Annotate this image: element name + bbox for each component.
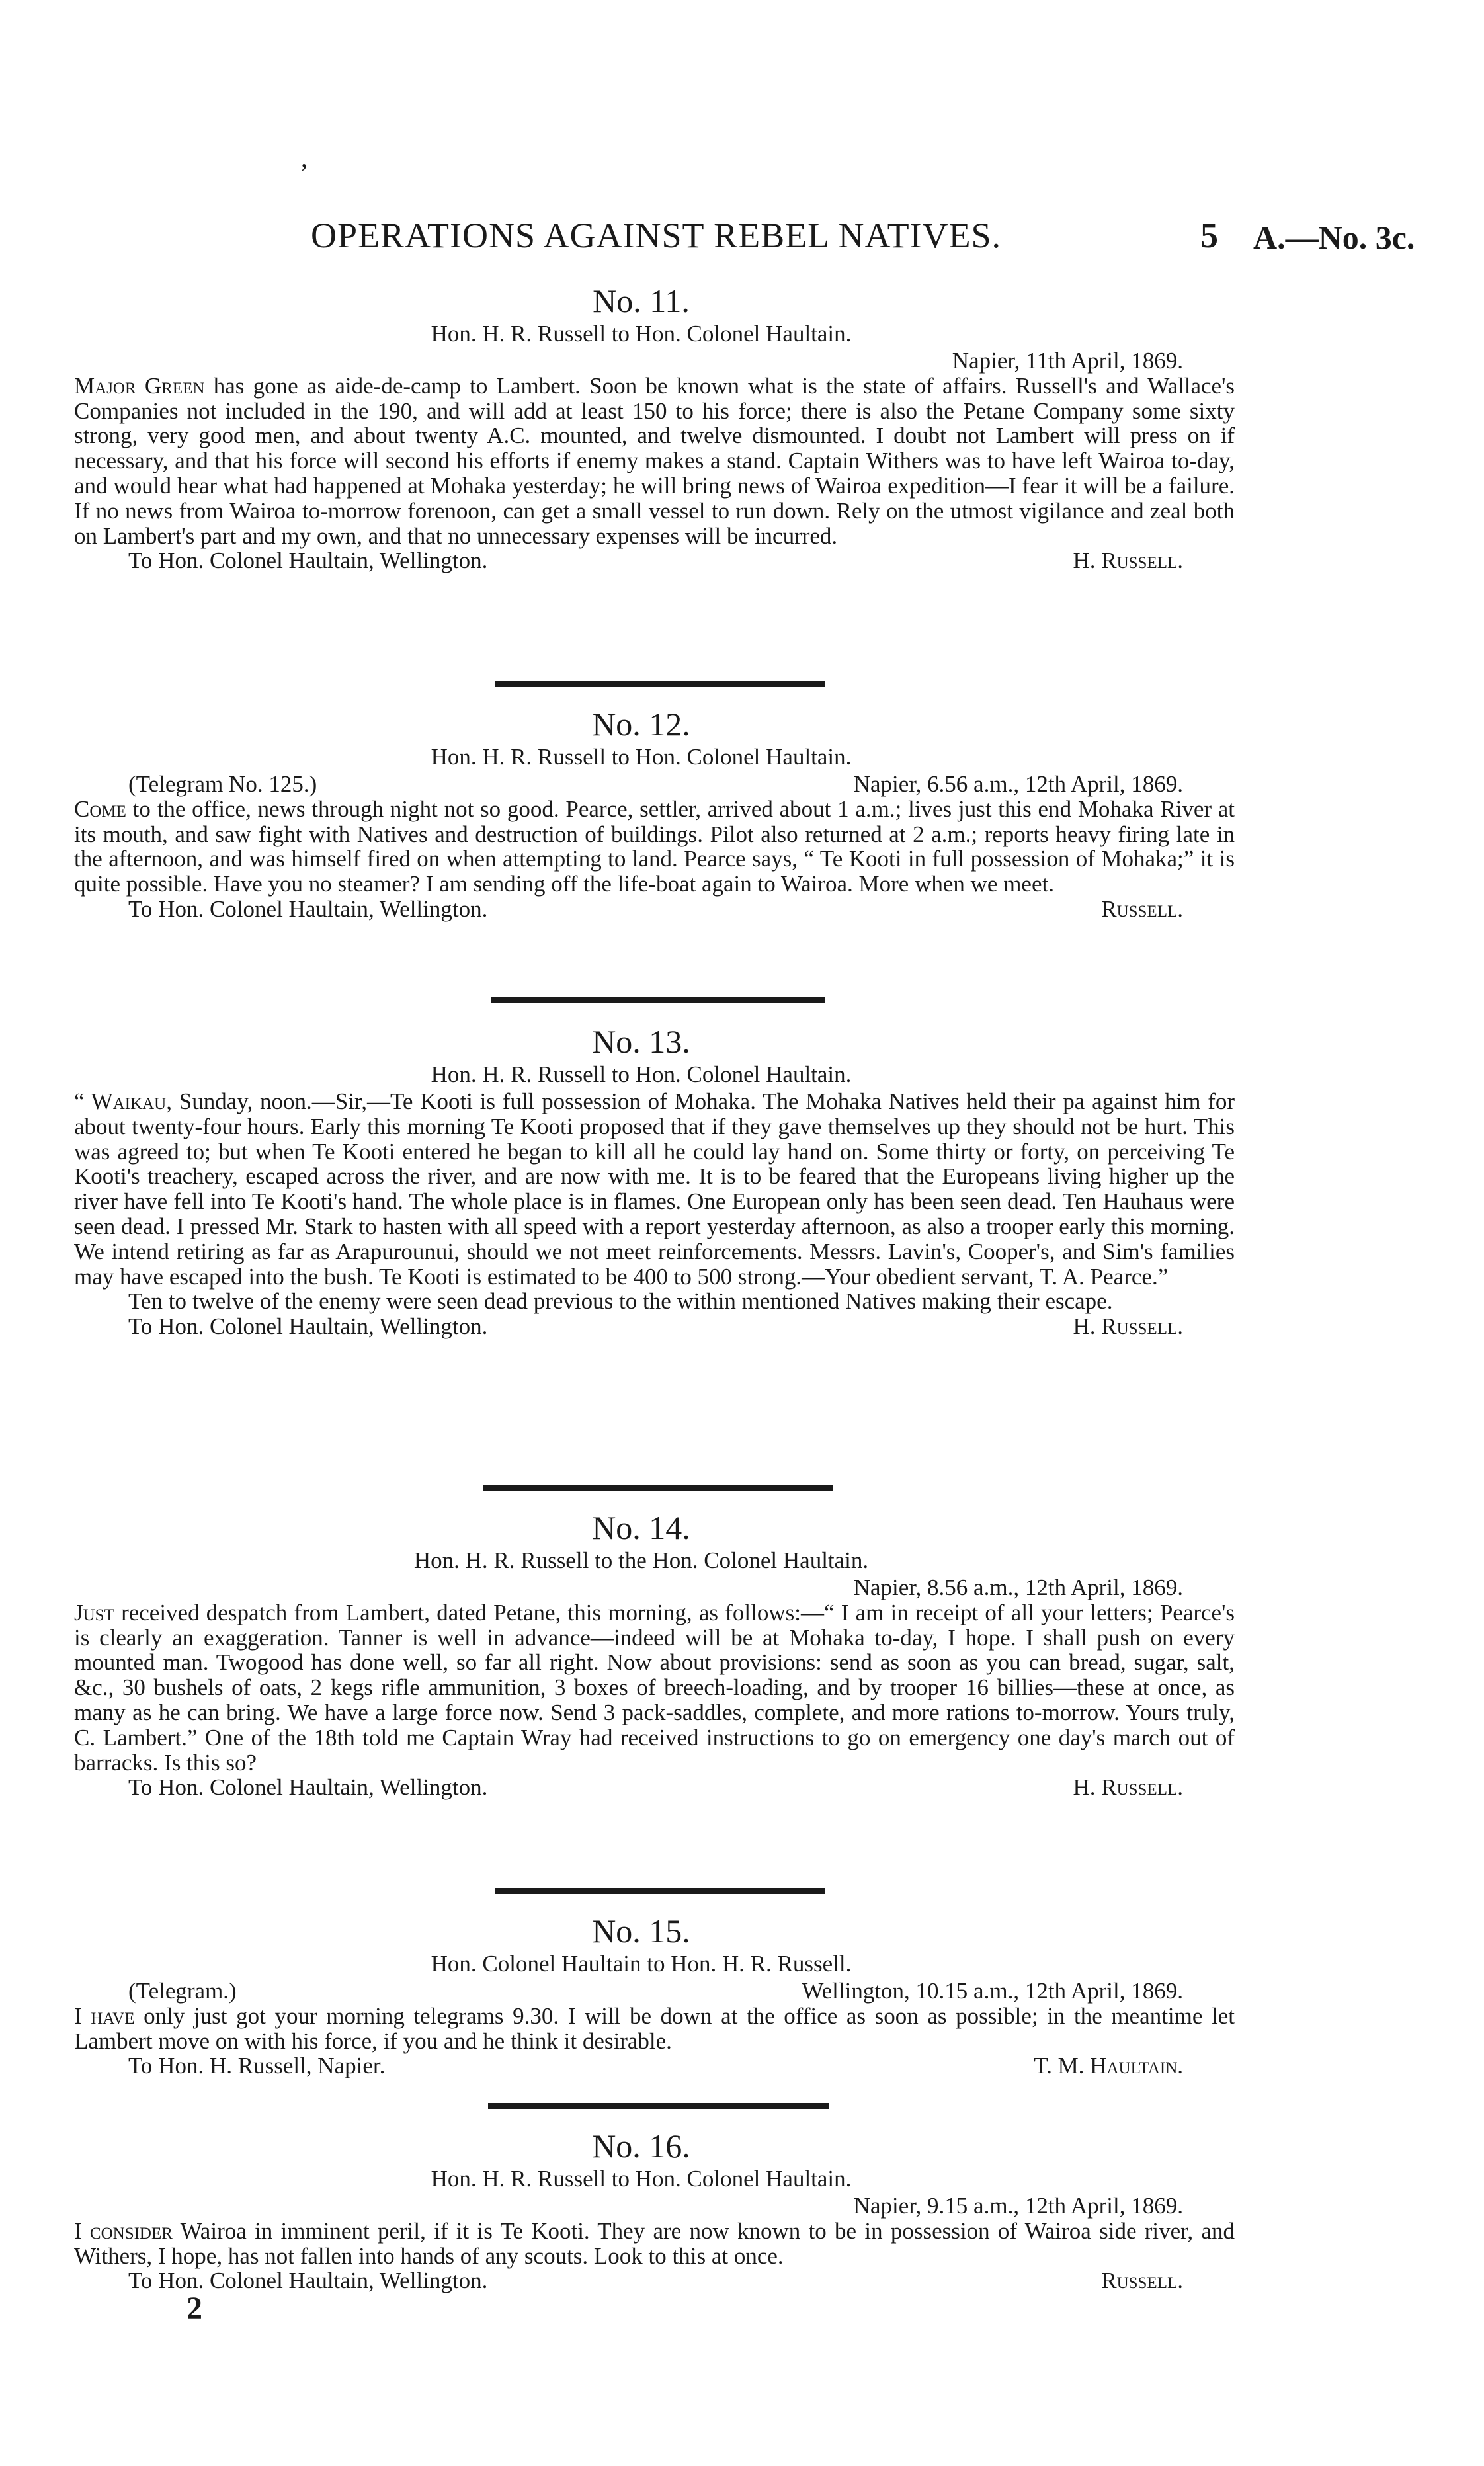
section-lead: Major Green: [74, 372, 205, 399]
section-lead: I have: [74, 2002, 135, 2029]
section-body-text: Wairoa in imminent peril, if it is Te Kooti. They are now known to be in possession of Wairoa side river, and Withers, I hope, has not fallen into hands of any scouts. Look to this at once.: [74, 2217, 1235, 2269]
section-dateline: [74, 1979, 1235, 2004]
stray-mark: ,: [301, 143, 308, 173]
section-from: Hon. H. R. Russell to Hon. Colonel Haultain.: [431, 744, 852, 770]
section-signature: H. Russell.: [1073, 1774, 1183, 1801]
section-body-text: has gone as aide-de-camp to Lambert. Soon be known what is the state of affairs. Russell's and Wallace's Companies not included in the 190, and will add at least 150 to his force; there is also the Petane Company some sixty strong, very good men, and about twenty A.C. mounted, and twelve dismounted. I doubt not Lambert will press on if necessary, and that his force will second his efforts if enemy makes a stand. Captain Withers was to have left Wairoa to-day, and would hear what had happened at Mohaka yesterday; he will bring news of Wairoa expedition—I fear it will be a failure. If no news from Wairoa to-morrow forenoon, can get a small vessel to run down. Rely on the utmost vigilance and zeal both on Lambert's part and my own, and that no unnecessary expenses will be incurred.: [74, 372, 1235, 549]
section-no-13: [74, 1022, 1235, 1339]
section-date: Napier, 6.56 a.m., 12th April, 1869.: [853, 771, 1183, 797]
section-number: No. 13.: [592, 1023, 690, 1060]
section-signature: T. M. Haultain.: [1034, 2053, 1183, 2079]
section-signature: Russell.: [1101, 895, 1183, 922]
section-number: No. 12.: [592, 706, 690, 743]
section-divider: [495, 1888, 825, 1894]
section-lead: Come: [74, 796, 126, 822]
section-number: No. 15.: [592, 1912, 690, 1950]
section-divider: [491, 997, 825, 1003]
section-signature: H. Russell.: [1073, 1313, 1183, 1340]
section-no-14: [74, 1508, 1235, 1800]
section-closing: [74, 548, 1235, 573]
section-date: Napier, 8.56 a.m., 12th April, 1869.: [853, 1575, 1183, 1600]
section-divider: [495, 681, 825, 687]
section-from: Hon. H. R. Russell to Hon. Colonel Haultain.: [431, 321, 852, 347]
section-to: To Hon. Colonel Haultain, Wellington.: [128, 895, 488, 922]
section-closing: [74, 897, 1235, 922]
section-closing: [74, 1314, 1235, 1339]
section-date: Napier, 11th April, 1869.: [952, 348, 1183, 374]
section-date: Napier, 9.15 a.m., 12th April, 1869.: [853, 2193, 1183, 2219]
section-number: No. 14.: [592, 1509, 690, 1546]
page-number: 5: [1200, 216, 1218, 255]
section-body-text: received despatch from Lambert, dated Petane, this morning, as follows:—“ I am in receipt of all your letters; Pearce's is clearly an exaggeration. Tanner is well in advance—indeed will be at Mohaka to-day, I hope. I shall push on every mounted man. Twogood has done well, so far all right. Now about provisions: send as soon as you can bread, sugar, salt, &c., 30 bushels of oats, 2 kegs rifle ammunition, 3 boxes of breech-loading, and by trooper 16 billies—these at once, as many as he can bring. We have a large force now. Send 3 pack-saddles, complete, and more rations to-morrow. Yours truly, C. Lambert.” One of the 18th told me Captain Wray had received instructions to go on emergency one day's march out of barracks. Is this so?: [74, 1599, 1235, 1776]
section-no-16: [74, 2126, 1235, 2293]
section-no-12: [74, 704, 1235, 922]
section-body-text: only just got your morning telegrams 9.30. I will be down at the office as soon as possible; in the meantime let Lambert move on with his force, if you and he think it desirable.: [74, 2002, 1235, 2054]
section-from: Hon. H. R. Russell to Hon. Colonel Haultain.: [431, 1061, 852, 1087]
section-to: To Hon. Colonel Haultain, Wellington.: [128, 1774, 488, 1801]
section-closing: [74, 1775, 1235, 1800]
section-body: [74, 1600, 1235, 1776]
section-closing: [74, 2053, 1235, 2078]
page-title: OPERATIONS AGAINST REBEL NATIVES.: [311, 216, 1002, 255]
section-date: Wellington, 10.15 a.m., 12th April, 1869.: [802, 1978, 1183, 2004]
section-number: No. 11.: [593, 282, 690, 319]
section-no-15: [74, 1911, 1235, 2078]
section-telegram: (Telegram No. 125.): [128, 771, 317, 797]
section-closing: [74, 2268, 1235, 2293]
section-body: [74, 1089, 1235, 1289]
signature-mark: 2: [186, 2291, 202, 2326]
section-telegram: (Telegram.): [128, 1978, 237, 2004]
section-to: To Hon. Colonel Haultain, Wellington.: [128, 548, 488, 574]
section-to: To Hon. Colonel Haultain, Wellington.: [128, 1313, 488, 1340]
section-body: [74, 374, 1235, 549]
section-from: Hon. H. R. Russell to Hon. Colonel Haultain.: [431, 2166, 852, 2192]
section-lead: “ Waikau,: [74, 1089, 172, 1114]
section-from: Hon. Colonel Haultain to Hon. H. R. Russell.: [431, 1951, 852, 1977]
section-number: No. 16.: [592, 2127, 690, 2164]
section-body: [74, 797, 1235, 897]
section-body-text: Sunday, noon.—Sir,—Te Kooti is full possession of Mohaka. The Mohaka Natives held their pa against him for about twenty-four hours. Early this morning Te Kooti proposed that if they gave themselves up they should not be hurt. This was agreed to; but when Te Kooti entered he began to kill all he could lay hand on. Some thirty or forty, on perceiving Te Kooti's treachery, escaped across the river, and are now with me. It is to be feared that the Europeans living higher up the river have fell into Te Kooti's hand. The whole place is in flames. One European only has been seen dead. Ten Hauhaus were seen dead. I pressed Mr. Stark to hasten with all speed with a report yesterday afternoon, as also a trooper early this morning. We intend retiring as far as Arapurounui, should we not meet reinforcements. Messrs. Lavin's, Cooper's, and Sim's families may have escaped into the bush. Te Kooti is estimated to be 400 to 500 strong.—Your obedient servant, T. A. Pearce.”: [74, 1089, 1235, 1290]
section-signature: Russell.: [1101, 2268, 1183, 2294]
section-body: [74, 2219, 1235, 2269]
section-to: To Hon. Colonel Haultain, Wellington.: [128, 2268, 488, 2294]
section-signature: H. Russell.: [1073, 548, 1183, 574]
section-divider: [483, 1485, 833, 1491]
series-reference: A.—No. 3c.: [1253, 219, 1415, 256]
section-to: To Hon. H. Russell, Napier.: [128, 2053, 386, 2079]
section-lead: I consider: [74, 2217, 173, 2244]
section-lead: Just: [74, 1599, 114, 1625]
section-note: Ten to twelve of the enemy were seen dead previous to the within mentioned Natives making their escape.: [128, 1288, 1113, 1315]
section-body-text: to the office, news through night not so good. Pearce, settler, arrived about 1 a.m.; lives just this end Mohaka River at its mouth, and saw fight with Natives and destruction of buildings. Pilot also returned at 2 a.m.; reports heavy firing late in the afternoon, and was himself fired on when attempting to land. Pearce says, “ Te Kooti in full possession of Mohaka;” it is quite possible. Have you no steamer? I am sending off the life-boat again to Wairoa. More when we meet.: [74, 796, 1235, 897]
section-body: [74, 2004, 1235, 2054]
section-from: Hon. H. R. Russell to the Hon. Colonel Haultain.: [413, 1547, 869, 1573]
section-dateline: [74, 772, 1235, 797]
section-no-11: [74, 281, 1235, 573]
section-divider: [488, 2103, 829, 2109]
